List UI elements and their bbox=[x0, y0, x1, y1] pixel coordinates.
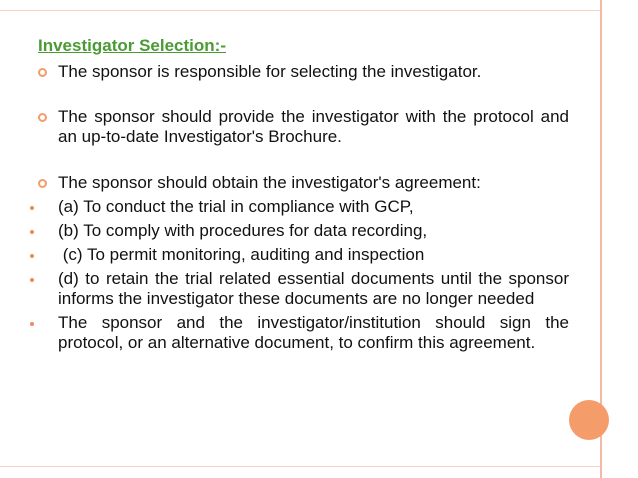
ring-bullet-icon bbox=[38, 68, 47, 77]
bullet-text: The sponsor should provide the investigator with the protocol and an up-to-date Investigator's Brochure. bbox=[58, 107, 569, 146]
sub-bullet-item bbox=[38, 313, 569, 353]
bullet-item bbox=[38, 62, 569, 82]
slide-border-top bbox=[0, 10, 600, 11]
bullet-text: (b) To comply with procedures for data recording, bbox=[58, 221, 428, 240]
sub-bullet-item bbox=[38, 221, 569, 241]
dot-bullet-icon bbox=[30, 254, 34, 258]
dot-bullet-icon bbox=[30, 230, 34, 234]
bullet-item bbox=[38, 107, 569, 147]
bullet-text: (a) To conduct the trial in compliance with GCP, bbox=[58, 197, 414, 216]
bullet-text: The sponsor is responsible for selecting the investigator. bbox=[58, 62, 482, 81]
bullet-item bbox=[38, 173, 569, 193]
bullet-text: The sponsor should obtain the investigator's agreement: bbox=[58, 173, 481, 192]
dot-bullet-icon bbox=[30, 206, 34, 210]
dot-bullet-icon bbox=[30, 278, 34, 282]
bullet-text: (d) to retain the trial related essential documents until the sponsor informs the investigator these documents are no longer needed bbox=[58, 269, 569, 308]
sub-bullet-item bbox=[38, 245, 569, 265]
decorative-orange-circle bbox=[569, 400, 609, 440]
bullet-text: The sponsor and the investigator/institution should sign the protocol, or an alternative document, to confirm this agreement. bbox=[58, 313, 569, 352]
slide-content bbox=[38, 36, 569, 353]
slide-border-bottom bbox=[0, 466, 600, 467]
ring-bullet-icon bbox=[38, 179, 47, 188]
dot-bullet-icon bbox=[30, 322, 34, 326]
slide-title: Investigator Selection:- bbox=[38, 36, 226, 55]
ring-bullet-icon bbox=[38, 113, 47, 122]
sub-bullet-item bbox=[38, 269, 569, 309]
bullet-text: (c) To permit monitoring, auditing and inspection bbox=[58, 245, 425, 264]
sub-bullet-item bbox=[38, 197, 569, 217]
